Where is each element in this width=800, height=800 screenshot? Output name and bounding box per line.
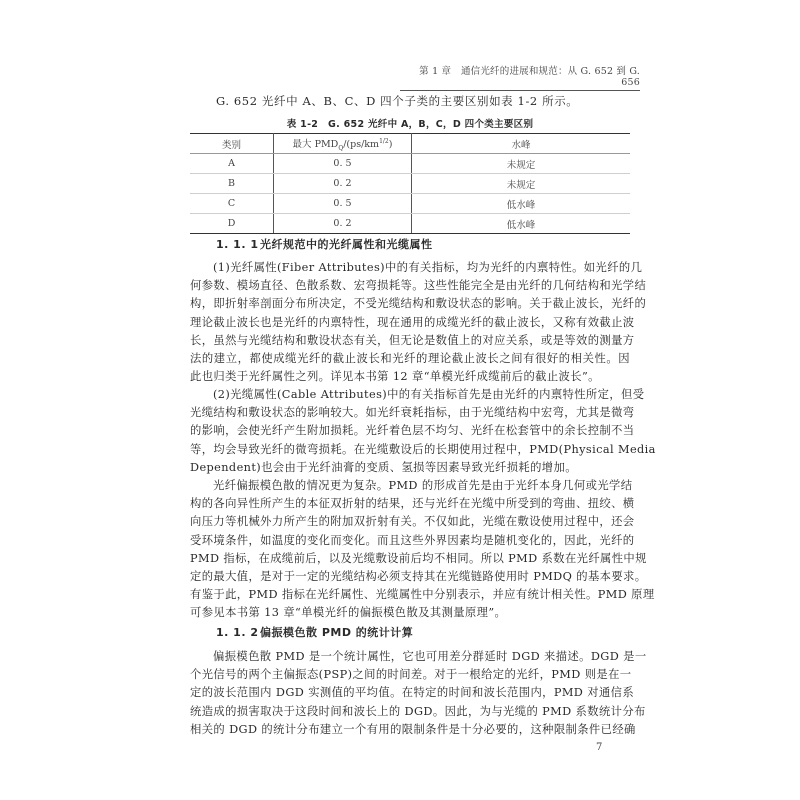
running-head: 第 1 章 通信光纤的进展和规范：从 G. 652 到 G. 656	[400, 63, 640, 91]
text-line: 定的波长范围内 DGD 实测值的平均值。在特定的时间和波长范围内，PMD 对通信系	[190, 686, 635, 700]
cell-water-peak: 未规定	[412, 154, 631, 174]
text-line: 光纤偏振模色散的情况更为复杂。PMD 的形成首先是由于光纤本身几何或光学结	[213, 479, 633, 492]
header-max-pmd	[274, 134, 412, 154]
text-line: Dependent)也会由于光纤油膏的变质、氢损等因素导致光纤损耗的增加。	[190, 460, 577, 474]
text-line: 构的各向异性所产生的本征双折射的结果，还与光纤在光缆中所受到的弯曲、扭绞、横	[190, 497, 635, 511]
text-line: 偏振模色散 PMD 是一个统计属性，它也可用差分群延时 DGD 来描述。DGD 是一	[213, 650, 647, 663]
header-pmd-unit-exponent: 1/2	[379, 137, 389, 145]
cell-category: D	[190, 214, 274, 234]
text-line: (1)光纤属性(Fiber Attributes)中的有关指标，均为光纤的内禀特性。如光纤的几	[213, 261, 643, 274]
text-line: 法的建立，都使成缆光纤的截止波长和光纤的理论截止波长之间有很好的相关性。因	[190, 352, 630, 366]
header-water-peak: 水峰	[412, 134, 631, 154]
text-line: 光缆结构和敷设状态的影响较大。如光纤衰耗指标，由于光缆结构中宏弯，尤其是微弯	[190, 406, 635, 420]
text-line: 理论截止波长也是光纤的内禀特性，现在通用的成缆光纤的截止波长，又称有效截止波	[190, 315, 635, 329]
text-line: 个光信号的两个主偏振态(PSP)之间的时间差。对于一根给定的光纤，PMD 则是在一	[190, 668, 632, 682]
cell-category: A	[190, 154, 274, 174]
cell-max-pmd: 0. 2	[274, 174, 412, 194]
cell-max-pmd: 0. 5	[274, 154, 412, 174]
paragraph-pmd-statistics	[190, 648, 647, 739]
paragraph-fiber-attributes	[190, 259, 647, 386]
section-number: 1. 1. 2	[216, 626, 259, 639]
section-title: 偏振模色散 PMD 的统计计算	[260, 626, 414, 639]
text-line: 构，即折射率剖面分布所决定，不受光缆结构和敷设状态的影响。关于截止波长，光纤的	[190, 297, 647, 311]
text-line: 向压力等机械外力所产生的附加双折射有关。不仅如此，光缆在敷设使用过程中，还会	[190, 515, 635, 529]
section-heading-1-1-1	[216, 236, 433, 252]
text-line: 可参见本书第 13 章“单模光纤的偏振模色散及其测量原理”。	[190, 606, 507, 620]
paragraph-cable-attributes	[190, 386, 656, 477]
header-pmd-unit: /(ps/km	[343, 138, 380, 150]
section-number: 1. 1. 1	[216, 238, 259, 251]
cell-water-peak: 低水峰	[412, 194, 631, 214]
cell-max-pmd: 0. 5	[274, 194, 412, 214]
text-line: 受环境条件，如温度的变化而变化。而且这些外界因素均是随机变化的，因此，光纤的	[190, 533, 635, 547]
header-pmd-subscript: Q	[338, 144, 344, 152]
section-heading-1-1-2	[216, 624, 413, 640]
cell-category: C	[190, 194, 274, 214]
section-title: 光纤规范中的光纤属性和光缆属性	[260, 238, 433, 251]
table-header-row	[190, 134, 630, 154]
page-number: 7	[596, 742, 603, 753]
table-caption: 表 1-2 G. 652 光纤中 A，B，C，D 四个类主要区别	[286, 119, 534, 130]
text-line: 此也归类于光纤属性之列。详见本书第 12 章“单模光纤成缆前后的截止波长”。	[190, 370, 600, 384]
paragraph-pmd-complexity	[190, 477, 655, 623]
text-line: 的影响，会使光纤产生附加损耗。光纤着色层不均匀、光纤在松套管中的余长控制不当	[190, 424, 635, 438]
header-max-pmd-label: 最大 PMD	[292, 138, 339, 150]
header-category: 类别	[190, 134, 274, 154]
text-line: 何参数、模场直径、色散系数、宏弯损耗等。这些性能完全是由光纤的几何结构和光学结	[190, 279, 647, 293]
cell-max-pmd: 0. 2	[274, 214, 412, 234]
text-line: 统造成的损害取决于这段时间和波长上的 DGD。因此，为与光缆的 PMD 系数统计分布	[190, 704, 646, 718]
table-row	[190, 194, 630, 214]
intro-sentence: G. 652 光纤中 A、B、C、D 四个子类的主要区别如表 1-2 所示。	[216, 94, 579, 108]
header-pmd-unit-close: )	[388, 138, 393, 150]
text-line: 等，均会导致光纤的微弯损耗。在光缆敷设后的长期使用过程中，PMD(Physical Media	[190, 442, 656, 456]
text-line: 长，虽然与光缆结构和敷设状态有关，但无论是数值上的对应关系，或是等效的测量方	[190, 333, 635, 347]
cell-category: B	[190, 174, 274, 194]
text-line: 相关的 DGD 的统计分布建立一个有用的限制条件是十分必要的，这种限制条件已经确	[190, 722, 636, 736]
g652-subclass-table	[190, 133, 630, 234]
cell-water-peak: 低水峰	[412, 214, 631, 234]
text-line: (2)光缆属性(Cable Attributes)中的有关指标首先是由光纤的内禀特性所定，但受	[213, 388, 645, 401]
cell-water-peak: 未规定	[412, 174, 631, 194]
text-line: PMD 指标，在成缆前后，以及光缆敷设前后均不相同。所以 PMD 系数在光纤属性中规	[190, 551, 647, 565]
text-line: 有鉴于此，PMD 指标在光纤属性、光缆属性中分别表示，并应有统计相关性。PMD 原理	[190, 588, 655, 602]
table-row	[190, 174, 630, 194]
table-row	[190, 214, 630, 234]
text-line: 定的最大值，是对于一定的光缆结构必须支持其在光缆链路使用时 PMDQ 的基本要求。	[190, 570, 647, 584]
table-row	[190, 154, 630, 174]
